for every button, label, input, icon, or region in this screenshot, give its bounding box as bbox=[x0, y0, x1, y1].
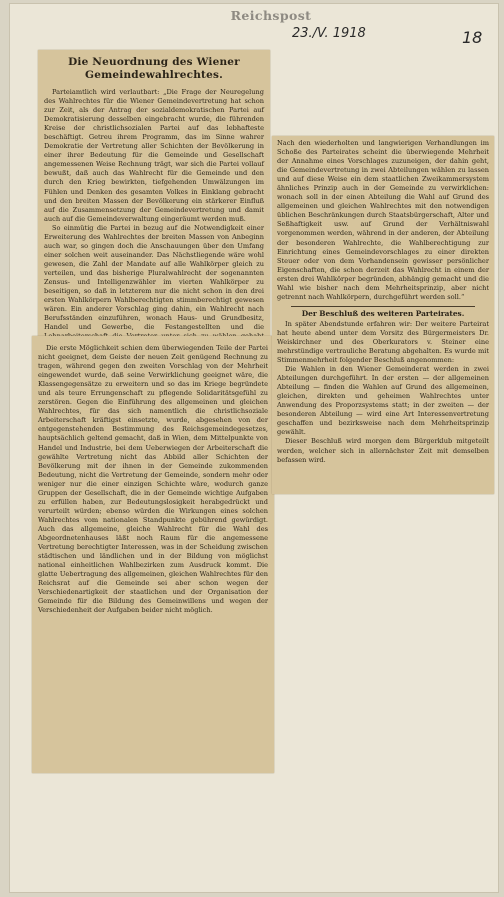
clipping-continuation bbox=[32, 336, 274, 773]
article-paragraph: Nach den wiederholten und langwierigen Verhandlungen im Schoße des Parteirates scheint die überwiegende Mehrheit der Annahme eines Vorschlages zuzuneigen, der dahin geht, die Gemeindevertretung in zwei Abteilungen wählen zu lassen und auf diese Weise ein dem staatlichen Zweikammersystem ähnliches Prinzip auch in der Gemeinde zu verwirklichen: wonach soll in der einen Abteilung die Wahl auf Grund des allgemeinen und gleichen Wahlrechtes mit den notwendigen üblichen Beschränkungen durch Staatsbürgerschaft, Alter und Seßhaftigkeit usw. auf Grund der Verhältniswahl vorgenommen werden, während in der anderen, der Abteilung der besonderen Wahlrechte, die Wahlberechtigung zur Einrichtung eines Gemeindevorschlages zu einer direkten Steuer oder von dem Vorhandensein gewisser persönlicher Eigenschaften, die schon derzeit das Wahlrecht in einem der ersten drei Wahlkörper begründen, abhängig gemacht und die Wahl wie bisher nach dem Mehrheitsprinzip, aber nicht getrennt nach Wahlkörpern, durchgeführt werden soll.“ bbox=[277, 139, 489, 301]
newspaper-masthead: Reichspost bbox=[230, 8, 312, 23]
article-paragraph: Die erste Möglichkeit schien dem überwiegenden Teile der Partei nicht geeignet, dem Geiste der neuen Zeit genügend Rechnung zu tragen, während gegen den zweiten Vorschlag von der Mehrheit eingewendet wurde, daß seine Verwirklichung geeignet wäre, die Klassengegensätze zu erweitern und so das im Kriege begründete und als teure Errungenschaft zu pflegende Solidaritätsgefühl zu zerstören. Gegen die Einführung des allgemeinen und gleichen Wahlrechtes, für das sich namentlich die christlichsoziale Arbeiterschaft kräftigst einsetzte, wurde, abgesehen von der entgegenstehenden Bestimmung des Reichsgemeindegesetzes, hauptsächlich geltend gemacht, daß in Wien, dem Mittelpunkte von Handel und Industrie, bei dem Ueberwiegen der Arbeiterschaft die gewählte Vertretung nicht das Abbild aller Schichten der Bevölkerung mit der ihnen in der Gemeinde zukommenden Bedeutung, nicht die Vertretung der Gemeinde, sondern mehr oder weniger nur die einer einzigen Schichte wäre, wodurch ganze Gruppen der Gesellschaft, die in der Gemeinde wichtige Aufgaben zu erfüllen haben, zur Bedeutungslosigkeit herabgedrückt und verurteilt würden; ebenso würden die Wirkungen eines solchen Wahlrechtes vom nationalen Standpunkte gebührend gewürdigt. Auch das allgemeine, gleiche Wahlrecht für die Wahl des Abgeordnetenhauses läßt noch Raum für die angemessene Vertretung berechtigter Interessen, was in der Scheidung zwischen städtischen und ländlichen und in der Bildung von möglichst national einheitlichen Wahlbezirken zum Ausdruck kommt. Die glatte Uebertragung des allgemeinen, gleichen Wahlrechtes für den Reichsrat auf die Gemeinde sei aber schon wegen der Verschiedenartigkeit der staatlichen und der Organisation der Gemeinde für die Bildung des Gemeinwillens und wegen der Verschiedenheit der Aufgaben beider nicht möglich. bbox=[38, 344, 268, 615]
section-divider bbox=[291, 306, 475, 307]
clipping-first-column bbox=[38, 50, 270, 340]
headline-line-2: Gemeindewahlrechtes. bbox=[85, 69, 223, 81]
article-headline bbox=[44, 56, 264, 82]
article-paragraph: So einmütig die Partei in bezug auf die Notwendigkeit einer Erweiterung des Wahlrechtes der breiten Massen von Anbeginn auch war, so gingen doch die Anschauungen über den Umfang einer solchen weit auseinander. Das Nächstliegende wäre wohl gewesen, die Zahl der Mandate auf alle Wahlkörper gleich zu verteilen, und das bisherige Pluralwahlrecht der sogenannten Zensus- und Intelligenzwähler im vierten Wahlkörper zu beseitigen, so daß in letzterem nur die nicht schon in den drei ersten Wahlkörpern Wahlberechtigten stimmberechtigt gewesen wären. Ein anderer Vorschlag ging dahin, ein Wahlrecht nach Berufsständen einzuführen, wonach Haus- und Grundbesitz, Handel und Gewerbe, die Festangestellten und die bbox=[44, 223, 264, 332]
article-paragraph: Parteiamtlich wird verlautbart: „Die Frage der Neuregelung des Wahlrechtes für die Wiener Gemeindevertretung hat schon zur Zeit, als der Antrag der sozialdemokratischen Partei auf Demokratisierung desselben eingebracht wurde, die führenden Kreise der christlichsozialen Partei auf das lebhafteste beschäftigt. Getreu ihrem Programm, das im Sinne wahrer Demokratie der Vertretung aller Schichten der Bevölkerung in einer ihrer Bedeutung für die Gemeinde und Gesellschaft angemessenen Weise Rechnung trägt, war sich die Partei vollauf bewußt, daß auch das Wahlrecht für die Gemeinde und den durch den Krieg bewirkten, tiefgehenden Umwälzungen im Fühlen und Denken des gesamten Volkes in Einklang gebracht und den breiten Massen der Bevölkerung ein stärkerer Einfluß auf die Zusammensetzung der Gemeindevertretung und damit auch auf die Gemeindeverwaltung eingeräumt werden muß. bbox=[44, 88, 264, 223]
section-heading: Der Beschluß des weiteren Parteirates. bbox=[301, 308, 465, 318]
clipping-second-column bbox=[272, 136, 494, 494]
handwritten-date: 23./V. 1918 bbox=[292, 26, 366, 41]
article-paragraph: In später Abendstunde erfahren wir: Der weitere Parteirat hat heute abend unter dem Vorsitz des Bürgermeisters Dr. Weiskirchner und des Oberkurators v. Steiner eine mehrstündige vertrauliche Beratung abgehalten. Es wurde mit Stimmenmehrheit folgender Beschluß angenommen: bbox=[277, 319, 489, 365]
article-paragraph: Dieser Beschluß wird morgen dem Bürgerklub mitgeteilt werden, welcher sich in allernächster Zeit mit demselben befassen wird. bbox=[277, 437, 489, 464]
headline-line-1: Die Neuordnung des Wiener bbox=[68, 56, 240, 68]
handwritten-page-number: 18 bbox=[462, 28, 483, 47]
article-paragraph: Die Wahlen in den Wiener Gemeinderat werden in zwei Abteilungen durchgeführt. In der ersten — der allgemeinen Abteilung — finden die Wahlen auf Grund des allgemeinen, gleichen, direkten und geheimen Wahlrechtes unter Anwendung des Proporzsystems statt; in der zweiten — der besonderen Abteilung — wird eine Art Interessenvertretung geschaffen und bezirksweise nach dem Mehrheitsprinzip gewählt. bbox=[277, 365, 489, 437]
